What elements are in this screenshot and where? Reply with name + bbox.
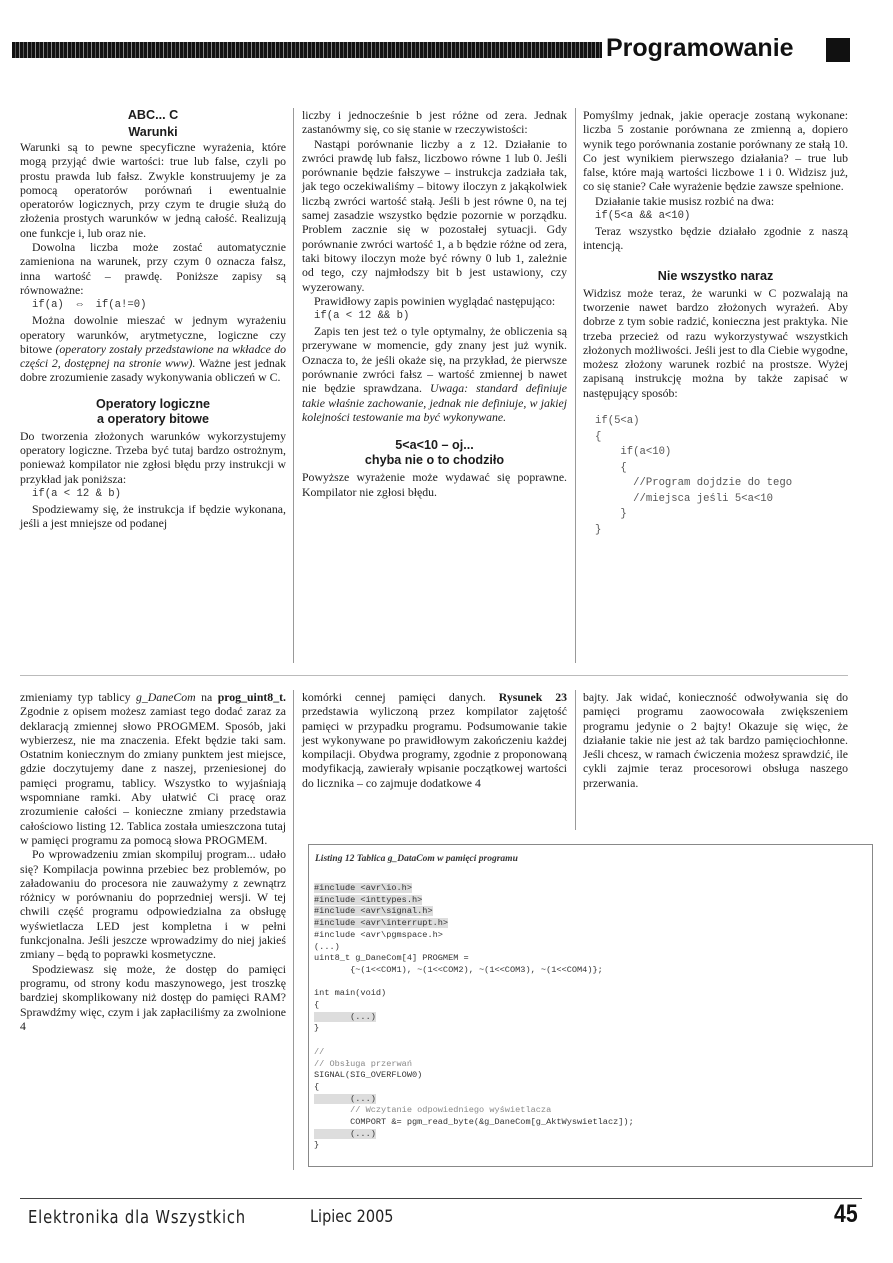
column-divider (575, 108, 576, 663)
listing-line: } (314, 1023, 320, 1034)
heading-abc: ABC... C (127, 108, 179, 122)
issue-date: Lipiec 2005 (310, 1207, 394, 1227)
magazine-name: Elektronika dla Wszystkich (28, 1207, 246, 1228)
paragraph: Widzisz może teraz, że warunki w C pozwalają na tworzenie nawet bardzo złożonych wyrażeń. Aby dobrze z tym sobie radzić, konieczna jest praktyka. Nie trzeba przecież od razu wykorzystywać wszystkich złożonych możliwości. Jeśli jest to dla Ciebie wygodne, możesz złożony warunek rozbić na prostsze. Wyżej zapisaną instrukcję można by także zapisać w następujący sposób: (583, 285, 848, 400)
heading-5-a-10: 5<a<10 – oj... (395, 438, 474, 453)
paragraph: liczby i jednocześnie b jest różne od zera. Jednak zastanówmy się, co się stanie w rzeczywistości: (302, 108, 567, 137)
section-divider (20, 675, 848, 676)
listing-line: (...) (314, 1128, 376, 1139)
listing-line: { (314, 1000, 320, 1011)
heading-warunki: Warunki (128, 125, 178, 139)
listing-line: #include <avr\signal.h> (314, 906, 433, 917)
code-snippet: if(a) ⇔ if(a!=0) (32, 299, 147, 312)
listing-line: int main(void) (314, 988, 387, 999)
paragraph: Warunki są to pewne specyficzne wyrażenia, które mogą przyjąć dwie wartości: true lub false, czyli po prostu prawda lub fałsz. Zwykle konstruujemy je za pomocą operatorów porównań i ewentualnie operatorów logicznych, przy czym te drugie służą do złożenia prostych warunków w jedną całość. Realizują one funkcje i, lub oraz nie. (20, 140, 286, 240)
listing-line: #include <avr\pgmspace.h> (314, 929, 443, 940)
listing-title: Listing 12 Tablica g_DataCom w pamięci programu (315, 854, 518, 864)
paragraph: komórki cennej pamięci danych. Rysunek 23 przedstawia wyliczoną przez kompilator zajętość pamięci w przypadku programu. Podsumowanie takie jest wykonywane po prawidłowym zakończeniu każdej kompilacji. Obydwa programy, zgodnie z proponowaną modyfikacją, zawierały wpisanie początkowej wartości do licznika – co zajmuje dodatkowe 4 (302, 690, 567, 790)
listing-line: #include <avr\io.h> (314, 883, 412, 893)
listing-line: // Obsługa przerwań (314, 1058, 412, 1069)
listing-line: // (314, 1046, 325, 1057)
paragraph: Spodziewasz się może, że dostęp do pamięci programu, od strony kodu maszynowego, jest troszkę bardziej skomplikowany niż dostęp do pamięci RAM? Sprawdźmy więc, czym i jak zapłaciliśmy za zwolnione 4 (20, 961, 286, 1033)
paragraph: Zapis ten jest też o tyle optymalny, że obliczenia są przerywane w momencie, gdy znany jest już wynik. Oznacza to, że jeśli okaże się, na przykład, że pierwsze porównanie zwróci fałsz – wartość zmiennej b nawet nie będzie sprawdzana. Uwaga: standard definiuje takie właśnie zachowanie, jednak nie definiuje, w jakiej kolejności testowanie ma być wykonywane. (302, 324, 567, 424)
listing-line: #include <avr\interrupt.h> (314, 918, 449, 929)
code-snippet: if(a < 12 && b) (314, 310, 410, 323)
listing-line (314, 977, 634, 989)
paragraph: Nastąpi porównanie liczby a z 12. Działanie to zwróci prawdę lub fałsz, liczbowo równe 1 lub 0. Jeśli porównanie będzie fałszywe – instrukcja zadziała tak, jak tego oczekiwaliśmy – bitowy iloczyn z jakąkolwiek liczbą zwróci wartość stałą. Jeśli b jest równe 0, na tej samej zasadzie wszystko będzie pozornie w porządku. Problem zacznie się w pozostałej sytuacji. Gdy porównanie zwróci wartość 1, a b będzie różne od zera, taki bitowy iloczyn może być równy 0 lub 1, zależnie od tego, czy najmłodszy bit b jest ustawiony, czy wyzerowany. (302, 136, 567, 294)
paragraph: Działanie takie musisz rozbić na dwa: (595, 193, 775, 208)
code-block: if(5<a) { if(a<10) { //Program dojdzie do tego //miejsca jeśli 5<a<10 } } (595, 415, 793, 536)
paragraph: Powyższe wyrażenie może wydawać się poprawne. Kompilator nie zgłosi błędu. (302, 470, 567, 499)
paragraph: Dowolna liczba może zostać automatycznie zamieniona na warunek, przy czym 0 oznacza fałsz, inna wartość – prawdę. Poniższe zapisy są równoważne: (20, 240, 286, 297)
column-3 (583, 108, 848, 539)
section-title: Programowanie (606, 34, 794, 62)
paragraph: Do tworzenia złożonych warunków wykorzystujemy operatory logiczne. Trzeba być tutaj bardzo ostrożnym, ponieważ kompilator nie zgłosi błędu przy instrukcji w przykład jak poniższa: (20, 428, 286, 486)
column-2 (302, 108, 567, 499)
listing-line: (...) (314, 941, 340, 952)
heading-chyba-nie: chyba nie o to chodziło (364, 453, 505, 468)
paragraph: Można dowolnie mieszać w jednym wyrażeniu operatory warunków, arytmetyczne, logiczne czy bitowe (operatory zostały przedstawione na wkładce do części 2, dostępnej na stronie www). Ważne jest jednak dobre zrozumienie zasady wykonywania obliczeń w C. (20, 313, 286, 385)
paragraph: bajty. Jak widać, konieczność odwoływania się do pamięci programu zaowocowała zwiększeniem programu jedynie o 2 bajty! Okazuje się więc, że działanie takie nie jest aż tak bardzo pamięciochłonne. Jeśli chcesz, w ramach ćwiczenia możesz sprawdzić, ile cykli zajmie teraz procesorowi obsługa naszego przerwania. (583, 690, 848, 790)
listing-line: uint8_t g_DaneCom[4] PROGMEM = (314, 953, 469, 964)
paragraph: Prawidłowy zapis powinien wyglądać następująco: (314, 293, 556, 308)
header-square-mark (826, 38, 850, 62)
listing-line: (...) (314, 1093, 376, 1104)
listing-line: } (314, 1140, 320, 1151)
listing-code (314, 883, 634, 1152)
column-divider (575, 690, 576, 830)
page-number: 45 (834, 1200, 858, 1228)
header-rule (12, 42, 602, 58)
paragraph: Pomyślmy jednak, jakie operacje zostaną wykonane: liczba 5 zostanie porównana ze zmienną a, dopiero wynik tego porównania zostanie porównany ze stałą 10. Co jest wynikiem pierwszego działania? – true lub false, które mają wartości liczbowe 1 i 0. Widzisz już, co się stanie? Całe wyrażenie będzie zawsze spełnione. (583, 108, 848, 194)
column-4 (20, 690, 286, 1033)
listing-line: SIGNAL(SIG_OVERFLOW0) (314, 1070, 423, 1081)
column-divider (293, 690, 294, 1170)
listing-line: COMPORT &= pgm_read_byte(&g_DaneCom[g_AktWyswietlacz]); (314, 1117, 634, 1128)
listing-line: #include <inttypes.h> (314, 894, 423, 905)
footer-rule (20, 1198, 862, 1199)
column-1 (20, 108, 286, 531)
listing-box (308, 844, 873, 1167)
paragraph: zmieniamy typ tablicy g_DaneCom na prog_uint8_t. Zgodnie z opisem możesz zamiast tego dodać zaraz za deklaracją zmiennej słowo PROGMEM. Sposób, jaki wybierzesz, nie ma znaczenia. Efekt będzie taki sam. Ostatnim koniecznym do zmiany punktem jest miejsce, gdzie doczytujemy dane z naszej, przeniesionej do pamięci programu, tablicy. Wszystko to wyjaśniają wspomniane ramki. Aby ułatwić Ci pracę oraz zrozumienie całości – konieczne zmiany przedstawia całościowo listing 12. Tablica została umieszczona tutaj w pamięci programu za pomocą słowa PROGMEM. (20, 690, 286, 847)
heading-operatory-logiczne: Operatory logiczne (95, 396, 211, 411)
listing-line (314, 1035, 634, 1047)
listing-line: (...) (314, 1011, 376, 1022)
paragraph: Spodziewamy się, że instrukcja if będzie wykonana, jeśli a jest mniejsze od podanej (20, 501, 286, 531)
paragraph: Teraz wszystko będzie działało zgodnie z naszą intencją. (583, 224, 848, 253)
listing-line: // Wczytanie odpowiedniego wyświetlacza (314, 1105, 552, 1116)
column-6 (583, 690, 848, 790)
heading-operatory-bitowe: a operatory bitowe (97, 411, 209, 426)
column-5 (302, 690, 567, 790)
column-divider (293, 108, 294, 663)
paragraph: Po wprowadzeniu zmian skompiluj program... udało się? Kompilacja powinna przebiec bez problemów, po załadowaniu do procesora nie zauważymy z zewnątrz różnicy w porównaniu do poprzedniej wersji. W tej chwili część programu odpowiedzialna za obsługę wyświetlacza LED jest kompletna i w pełni funkcjonalna. Jeśli jeszcze wprowadzimy do niej jakieś zmiany – będą to poprawki kosmetyczne. (20, 847, 286, 962)
code-snippet: if(a < 12 & b) (32, 487, 122, 500)
code-snippet: if(5<a && a<10) (595, 210, 691, 223)
listing-line: { (314, 1081, 320, 1092)
heading-nie-wszystko-naraz: Nie wszystko naraz (657, 268, 774, 283)
listing-line: {~(1<<COM1), ~(1<<COM2), ~(1<<COM3), ~(1<<COM4)}; (314, 964, 603, 975)
